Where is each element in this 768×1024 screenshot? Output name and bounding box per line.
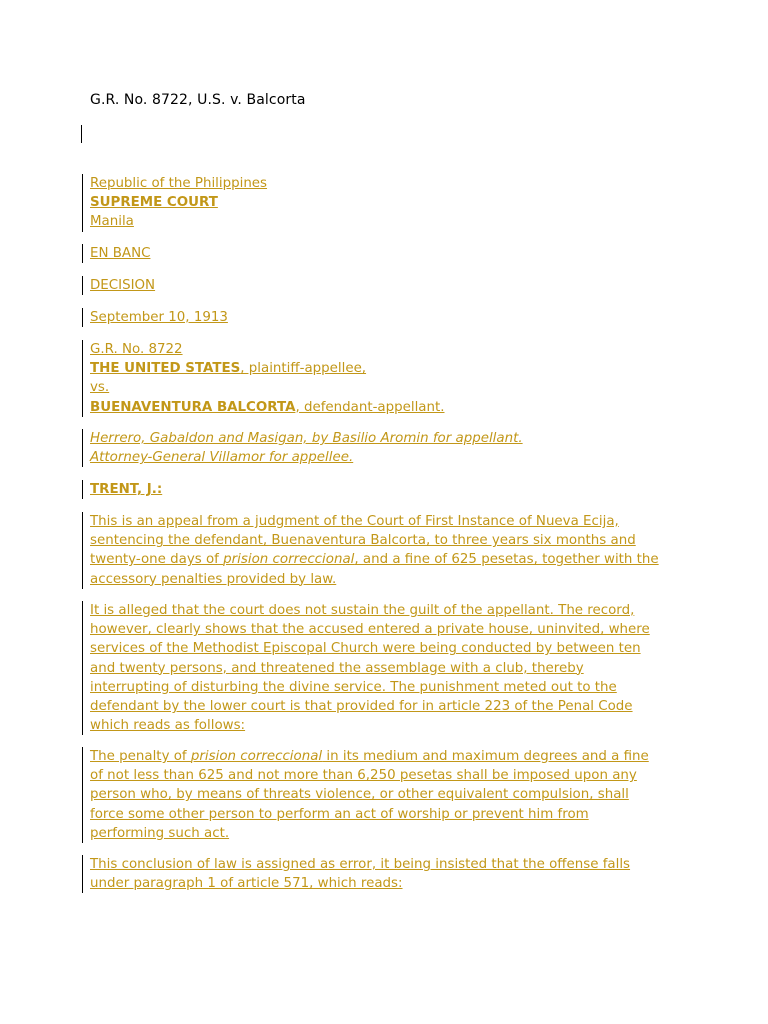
ponente-block <box>82 480 690 499</box>
paragraph-2 <box>82 601 690 735</box>
counsel-appellant-link[interactable]: Herrero, Gabaldon and Masigan, by Basilio Aromin for appellant. <box>90 431 523 446</box>
defendant-link[interactable]: BUENAVENTURA BALCORTA <box>90 399 296 415</box>
p2-line-2[interactable]: however, clearly shows that the accused entered a private house, uninvited, where <box>90 622 650 638</box>
p1-line-3-start[interactable]: twenty-one days of <box>90 552 224 568</box>
decision-block <box>82 276 690 295</box>
date-link[interactable]: September 10, 1913 <box>90 310 228 325</box>
case-caption <box>82 340 690 417</box>
document-title: G.R. No. 8722, U.S. v. Balcorta <box>90 92 306 108</box>
p3-line-3[interactable]: person who, by means of threats violence, or other equivalent compulsion, shall <box>90 787 629 803</box>
defendant-role-link[interactable]: , defendant-appellant. <box>295 399 445 415</box>
p2-line-5[interactable]: interrupting of disturbing the divine service. The punishment meted out to the <box>90 679 617 695</box>
p1-line-3 <box>90 550 690 569</box>
p2-line-6[interactable]: defendant by the lower court is that provided for in article 223 of the Penal Code <box>90 699 633 715</box>
p3-line-4[interactable]: force some other person to perform an act of worship or prevent him from <box>90 806 589 822</box>
republic-link[interactable]: Republic of the Philippines <box>90 176 268 191</box>
p2-line-7[interactable]: which reads as follows: <box>90 718 246 734</box>
p1-line-3-end[interactable]: , and a fine of 625 pesetas, together with the <box>354 552 659 568</box>
p1-line-1[interactable]: This is an appeal from a judgment of the Court of First Instance of Nueva Ecija, <box>90 514 619 529</box>
plaintiff-link[interactable]: THE UNITED STATES <box>90 361 241 377</box>
p1-line-2[interactable]: sentencing the defendant, Buenaventura Balcorta, to three years six months and <box>90 533 636 549</box>
manila-link[interactable]: Manila <box>90 214 134 230</box>
counsel-block <box>82 429 690 467</box>
date-block <box>82 308 690 327</box>
p1-prision-correccional[interactable]: prision correccional <box>223 552 355 568</box>
p3-line-1-start[interactable]: The penalty of <box>90 749 191 764</box>
paragraph-3-quote <box>82 747 690 843</box>
supreme-court-link[interactable]: SUPREME COURT <box>90 195 218 211</box>
p2-line-1[interactable]: It is alleged that the court does not sustain the guilt of the appellant. The record, <box>90 603 635 618</box>
p3-line-1 <box>90 747 690 766</box>
gr-number-link[interactable]: G.R. No. 8722 <box>90 342 183 357</box>
p3-line-1-end[interactable]: in its medium and maximum degrees and a fine <box>322 749 649 764</box>
p1-line-4[interactable]: accessory penalties provided by law. <box>90 571 337 587</box>
p3-line-5[interactable]: performing such act. <box>90 825 230 841</box>
p4-line-2[interactable]: under paragraph 1 of article 571, which reads: <box>90 876 403 892</box>
p3-line-2[interactable]: of not less than 625 and not more than 6,250 pesetas shall be imposed upon any <box>90 768 637 784</box>
plaintiff-line <box>90 359 690 378</box>
p2-line-4[interactable]: and twenty persons, and threatened the assemblage with a club, thereby <box>90 660 584 676</box>
p2-line-3[interactable]: services of the Methodist Episcopal Church were being conducted by between ten <box>90 641 641 657</box>
versus-link[interactable]: vs. <box>90 380 110 396</box>
paragraph-1 <box>82 512 690 589</box>
decision-link[interactable]: DECISION <box>90 278 156 293</box>
division-block <box>82 244 690 263</box>
defendant-line <box>90 398 690 417</box>
p4-line-1[interactable]: This conclusion of law is assigned as error, it being insisted that the offense falls <box>90 857 631 872</box>
text-cursor <box>81 125 82 143</box>
ponente-link[interactable]: TRENT, J.: <box>90 482 163 497</box>
counsel-appellee-link[interactable]: Attorney-General Villamor for appellee. <box>90 450 354 466</box>
paragraph-4 <box>82 855 690 893</box>
court-header <box>82 174 690 232</box>
en-banc-link[interactable]: EN BANC <box>90 246 151 261</box>
p3-prision-correccional[interactable]: prision correccional <box>190 749 323 764</box>
plaintiff-role-link[interactable]: , plaintiff-appellee, <box>240 361 367 377</box>
